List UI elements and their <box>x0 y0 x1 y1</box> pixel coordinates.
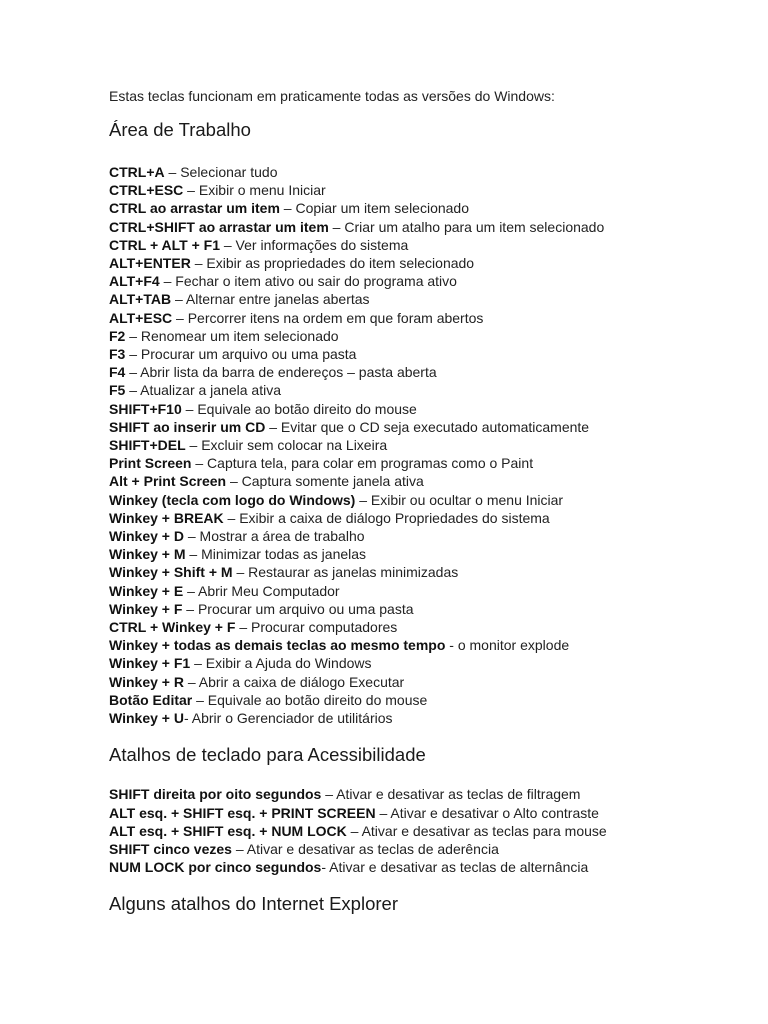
shortcut-description: – Exibir a caixa de diálogo Propriedades do sistema <box>223 509 550 526</box>
shortcut-key: Winkey + D <box>109 528 184 545</box>
shortcut-item <box>109 804 749 822</box>
shortcut-key: ALT+ENTER <box>109 255 191 272</box>
shortcut-item <box>109 618 749 636</box>
shortcut-key: SHIFT direita por oito segundos <box>109 786 322 803</box>
shortcut-item <box>109 199 749 217</box>
shortcut-key: Botão Editar <box>109 691 193 708</box>
shortcut-item <box>109 527 749 545</box>
shortcut-description: – Procurar um arquivo ou uma pasta <box>125 346 357 363</box>
shortcut-description: – Exibir ou ocultar o menu Iniciar <box>355 491 564 508</box>
shortcut-item <box>109 709 749 727</box>
shortcut-item <box>109 491 749 509</box>
shortcut-description: – Copiar um item selecionado <box>279 200 470 217</box>
shortcut-item <box>109 472 749 490</box>
shortcut-item <box>109 563 749 581</box>
shortcut-key: CTRL+A <box>109 164 165 180</box>
shortcut-description: – Equivale ao botão direito do mouse <box>192 691 428 708</box>
section-title-desktop: Área de Trabalho <box>109 119 251 140</box>
shortcut-description: – Ativar e desativar as teclas para mouse <box>346 822 607 839</box>
shortcut-key: Print Screen <box>109 455 192 472</box>
section-internet-explorer <box>109 892 749 916</box>
shortcut-description: – Exibir a Ajuda do Windows <box>190 655 372 672</box>
shortcut-description: – Ver informações do sistema <box>219 236 409 253</box>
shortcut-item <box>109 218 749 236</box>
shortcut-key: CTRL+SHIFT ao arrastar um item <box>109 218 329 235</box>
shortcut-description: – Procurar computadores <box>235 619 398 636</box>
shortcut-description: – Ativar e desativar o Alto contraste <box>375 804 599 821</box>
shortcut-key: Winkey + todas as demais teclas ao mesmo tempo <box>109 637 446 654</box>
shortcut-key: NUM LOCK por cinco segundos <box>109 859 322 876</box>
document-page <box>109 86 749 937</box>
shortcut-item <box>109 600 749 618</box>
shortcut-description: – Mostrar a área de trabalho <box>183 528 365 545</box>
shortcut-key: Winkey + Shift + M <box>109 564 233 581</box>
shortcut-description: – Restaurar as janelas minimizadas <box>232 564 459 581</box>
shortcut-description: – Minimizar todas as janelas <box>185 546 367 563</box>
shortcut-key: Winkey (tecla com logo do Windows) <box>109 491 356 508</box>
shortcut-key: F2 <box>109 327 126 344</box>
shortcut-item <box>109 272 749 290</box>
shortcut-description: - Abrir o Gerenciador de utilitários <box>183 710 393 727</box>
shortcut-description: – Abrir a caixa de diálogo Executar <box>183 673 405 690</box>
shortcut-key: SHIFT ao inserir um CD <box>109 418 266 435</box>
shortcut-description: - Ativar e desativar as teclas de alternância <box>321 859 589 876</box>
section-desktop <box>109 118 749 727</box>
shortcut-key: Winkey + U <box>109 710 184 727</box>
shortcut-item <box>109 691 749 709</box>
shortcut-item <box>109 254 749 272</box>
shortcut-key: Winkey + F <box>109 600 183 617</box>
shortcut-item <box>109 181 749 199</box>
shortcut-description: – Abrir Meu Computador <box>183 582 340 599</box>
shortcut-description: – Ativar e desativar as teclas de filtragem <box>321 786 581 803</box>
shortcut-item <box>109 381 749 399</box>
shortcut-key: ALT+F4 <box>109 273 160 290</box>
shortcut-item <box>109 840 749 858</box>
shortcut-list-desktop <box>109 163 749 727</box>
section-title-accessibility: Atalhos de teclado para Acessibilidade <box>109 744 426 766</box>
shortcut-description: – Percorrer itens na ordem em que foram abertos <box>172 309 484 326</box>
shortcut-description: – Exibir as propriedades do item selecionado <box>190 255 475 272</box>
intro-text: Estas teclas funcionam em praticamente todas as versões do Windows: <box>109 88 555 104</box>
shortcut-item <box>109 509 749 527</box>
shortcut-item <box>109 858 749 876</box>
shortcut-key: Winkey + BREAK <box>109 509 224 526</box>
shortcut-key: ALT esq. + SHIFT esq. + PRINT SCREEN <box>109 804 376 821</box>
shortcut-key: CTRL+ESC <box>109 182 184 199</box>
shortcut-description: - o monitor explode <box>445 637 570 654</box>
shortcut-item <box>109 785 749 803</box>
shortcut-key: SHIFT+DEL <box>109 437 186 454</box>
shortcut-description: – Procurar um arquivo ou uma pasta <box>182 600 414 617</box>
shortcut-description: – Fechar o item ativo ou sair do programa ativo <box>159 273 457 290</box>
shortcut-item <box>109 582 749 600</box>
shortcut-item <box>109 345 749 363</box>
shortcut-item <box>109 309 749 327</box>
shortcut-description: – Ativar e desativar as teclas de aderência <box>231 840 499 857</box>
shortcut-item <box>109 822 749 840</box>
shortcut-description: – Equivale ao botão direito do mouse <box>181 400 417 417</box>
shortcut-description: – Evitar que o CD seja executado automaticamente <box>265 418 590 435</box>
shortcut-key: Winkey + R <box>109 673 184 690</box>
shortcut-item <box>109 400 749 418</box>
shortcut-item <box>109 418 749 436</box>
shortcut-item <box>109 236 749 254</box>
shortcut-description: – Alternar entre janelas abertas <box>171 291 370 308</box>
shortcut-description: – Atualizar a janela ativa <box>125 382 281 399</box>
shortcut-item <box>109 163 749 181</box>
shortcut-key: Winkey + E <box>109 582 184 599</box>
shortcut-item <box>109 673 749 691</box>
section-accessibility <box>109 743 749 876</box>
shortcut-item <box>109 654 749 672</box>
shortcut-description: – Exibir o menu Iniciar <box>183 182 326 199</box>
shortcut-key: F3 <box>109 346 126 363</box>
shortcut-key: SHIFT cinco vezes <box>109 840 232 857</box>
shortcut-description: – Abrir lista da barra de endereços – pasta aberta <box>125 364 437 381</box>
shortcut-key: CTRL + ALT + F1 <box>109 236 220 253</box>
shortcut-key: Winkey + M <box>109 546 186 563</box>
shortcut-key: Alt + Print Screen <box>109 473 227 490</box>
shortcut-item <box>109 436 749 454</box>
shortcut-description: – Criar um atalho para um item selecionado <box>328 218 605 235</box>
shortcut-key: CTRL ao arrastar um item <box>109 200 280 217</box>
shortcut-description: – Captura tela, para colar em programas como o Paint <box>191 455 534 472</box>
shortcut-key: F5 <box>109 382 126 399</box>
shortcut-item <box>109 636 749 654</box>
shortcut-key: ALT esq. + SHIFT esq. + NUM LOCK <box>109 822 347 839</box>
shortcut-description: – Captura somente janela ativa <box>226 473 424 490</box>
shortcut-key: ALT+TAB <box>109 291 172 308</box>
shortcut-item <box>109 290 749 308</box>
shortcut-description: – Excluir sem colocar na Lixeira <box>185 437 388 454</box>
shortcut-key: F4 <box>109 364 126 381</box>
shortcut-key: CTRL + Winkey + F <box>109 619 236 636</box>
shortcut-description: – Selecionar tudo <box>164 164 278 180</box>
shortcut-key: ALT+ESC <box>109 309 173 326</box>
shortcut-item <box>109 545 749 563</box>
shortcut-list-accessibility <box>109 785 749 876</box>
shortcut-description: – Renomear um item selecionado <box>125 327 339 344</box>
shortcut-key: SHIFT+F10 <box>109 400 182 417</box>
shortcut-key: Winkey + F1 <box>109 655 191 672</box>
section-title-internet-explorer: Alguns atalhos do Internet Explorer <box>109 893 398 915</box>
shortcut-item <box>109 327 749 345</box>
shortcut-item <box>109 454 749 472</box>
shortcut-item <box>109 363 749 381</box>
